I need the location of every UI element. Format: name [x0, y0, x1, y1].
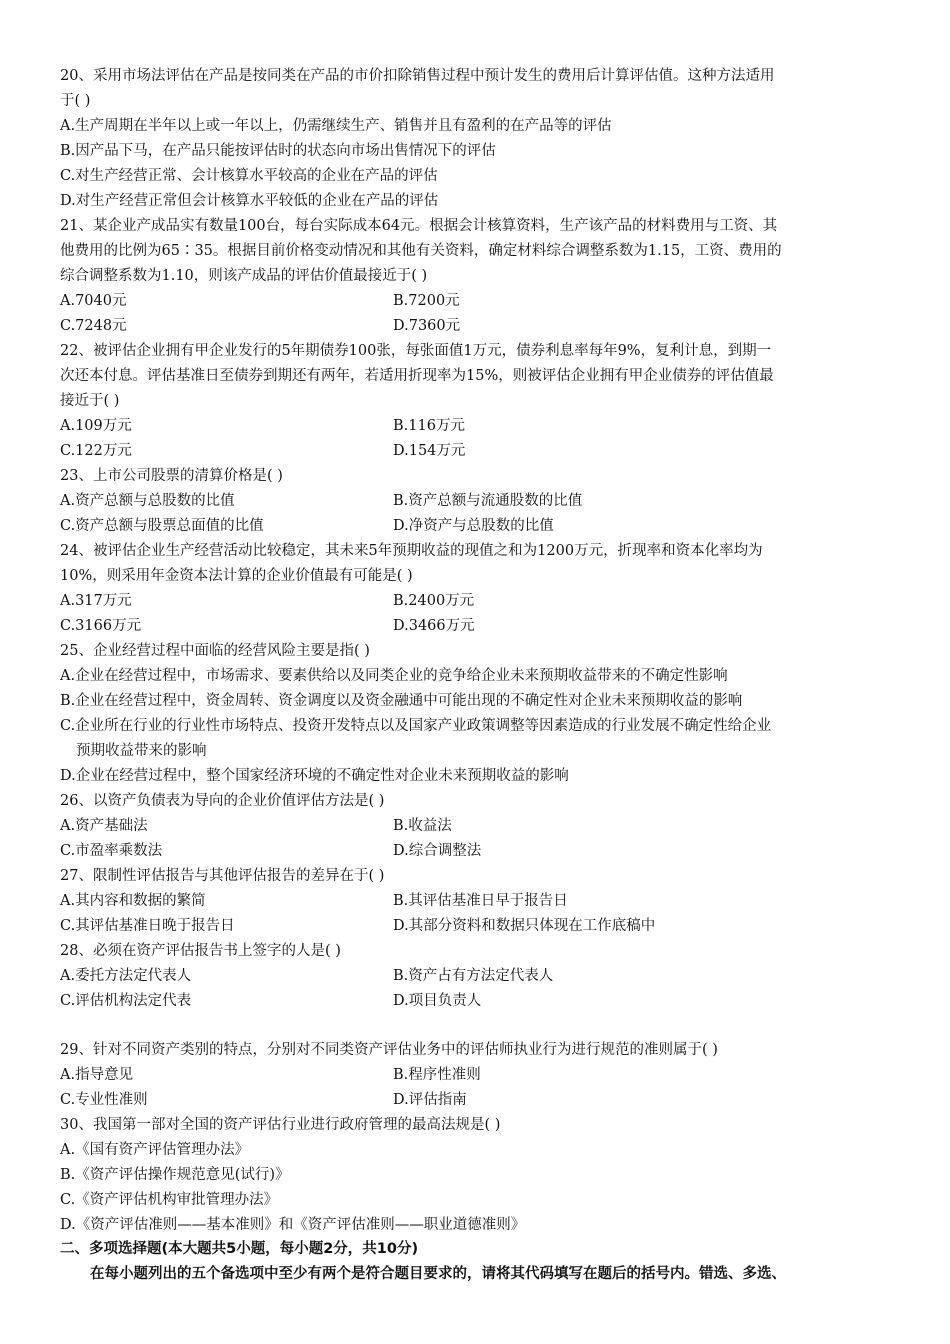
q24-stem-line1: 24、被评估企业生产经营活动比较稳定，其未来5年预期收益的现值之和为1200万元，折现率和资本化率均为 [60, 543, 763, 559]
q20-option-d: D.对生产经营正常但会计核算水平较低的企业在产品的评估 [60, 193, 439, 209]
q29-stem: 29、针对不同资产类别的特点，分别对不同类资产评估业务中的评估师执业行为进行规范的准则属于( ) [60, 1042, 718, 1058]
section2-instruction: 在每小题列出的五个备选项中至少有两个是符合题目要求的，请将其代码填写在题后的括号内。错选、多选、 [90, 1266, 786, 1282]
q25-option-c-line1: C.企业所在行业的行业性市场特点、投资开发特点以及国家产业政策调整等因素造成的行业发展不确定性给企业 [60, 718, 772, 734]
q24-option-d: D.3466万元 [393, 618, 475, 634]
q30-option-a: A.《国有资产评估管理办法》 [60, 1142, 250, 1158]
q29-option-d: D.评估指南 [393, 1092, 467, 1108]
q22-option-d: D.154万元 [393, 443, 466, 459]
q25-option-b: B.企业在经营过程中，资金周转、资金调度以及资金融通中可能出现的不确定性对企业未来预期收益的影响 [60, 693, 743, 709]
q25-option-d: D.企业在经营过程中，整个国家经济环境的不确定性对企业未来预期收益的影响 [60, 768, 569, 784]
q24-stem-line2: 10%，则采用年金资本法计算的企业价值最有可能是( ) [60, 568, 413, 584]
q27-option-b: B.其评估基准日早于报告日 [393, 893, 568, 909]
q29-option-c: C.专业性准则 [60, 1092, 148, 1108]
q25-option-a: A.企业在经营过程中，市场需求、要素供给以及同类企业的竞争给企业未来预期收益带来的不确定性影响 [60, 668, 728, 684]
q20-option-c: C.对生产经营正常、会计核算水平较高的企业在产品的评估 [60, 168, 438, 184]
q21-stem-line1: 21、某企业产成品实有数量100台，每台实际成本64元。根据会计核算资料，生产该产品的材料费用与工资、其 [60, 218, 778, 234]
q21-option-b: B.7200元 [393, 293, 460, 309]
q30-stem: 30、我国第一部对全国的资产评估行业进行政府管理的最高法规是( ) [60, 1117, 501, 1133]
q22-stem-line2: 次还本付息。评估基准日至债券到期还有两年，若适用折现率为15%，则被评估企业拥有甲企业债券的评估值最 [60, 368, 774, 384]
q25-option-c-line2: 预期收益带来的影响 [76, 743, 207, 759]
q22-option-a: A.109万元 [60, 418, 132, 434]
q26-option-a: A.资产基础法 [60, 818, 148, 834]
q30-option-b: B.《资产评估操作规范意见(试行)》 [60, 1167, 290, 1183]
q29-option-b: B.程序性准则 [393, 1067, 481, 1083]
q28-option-b: B.资产占有方法定代表人 [393, 968, 554, 984]
q28-option-c: C.评估机构法定代表 [60, 993, 192, 1009]
q27-option-d: D.其部分资料和数据只体现在工作底稿中 [393, 918, 656, 934]
q21-option-c: C.7248元 [60, 318, 127, 334]
q22-option-c: C.122万元 [60, 443, 132, 459]
q20-stem-line1: 20、采用市场法评估在产品是按同类在产品的市价扣除销售过程中预计发生的费用后计算评估值。这种方法适用 [60, 68, 775, 84]
q27-stem: 27、限制性评估报告与其他评估报告的差异在于( ) [60, 868, 385, 884]
q24-option-c: C.3166万元 [60, 618, 142, 634]
q25-stem: 25、企业经营过程中面临的经营风险主要是指( ) [60, 643, 370, 659]
q20-option-a: A.生产周期在半年以上或一年以上，仍需继续生产、销售并且有盈利的在产品等的评估 [60, 118, 612, 134]
q22-option-b: B.116万元 [393, 418, 465, 434]
q21-option-a: A.7040元 [60, 293, 127, 309]
q26-option-c: C.市盈率乘数法 [60, 843, 163, 859]
q22-stem-line3: 接近于( ) [60, 393, 120, 409]
q21-stem-line2: 他费用的比例为65∶35。根据目前价格变动情况和其他有关资料，确定材料综合调整系数为1.15，工资、费用的 [60, 243, 782, 259]
q29-option-a: A.指导意见 [60, 1067, 134, 1083]
q21-option-d: D.7360元 [393, 318, 461, 334]
q21-stem-line3: 综合调整系数为1.10，则该产成品的评估价值最接近于( ) [60, 268, 428, 284]
q28-option-d: D.项目负责人 [393, 993, 482, 1009]
q26-option-b: B.收益法 [393, 818, 452, 834]
q26-option-d: D.综合调整法 [393, 843, 482, 859]
q27-option-a: A.其内容和数据的繁简 [60, 893, 206, 909]
q23-option-b: B.资产总额与流通股数的比值 [393, 493, 583, 509]
q23-option-a: A.资产总额与总股数的比值 [60, 493, 235, 509]
q28-option-a: A.委托方法定代表人 [60, 968, 192, 984]
q23-stem: 23、上市公司股票的清算价格是( ) [60, 468, 283, 484]
q24-option-a: A.317万元 [60, 593, 132, 609]
q28-stem: 28、必须在资产评估报告书上签字的人是( ) [60, 943, 341, 959]
q20-stem-line2: 于( ) [60, 93, 91, 109]
section2-heading: 二、多项选择题(本大题共5小题，每小题2分，共10分) [60, 1241, 419, 1257]
q30-option-d: D.《资产评估准则——基本准则》和《资产评估准则——职业道德准则》 [60, 1217, 526, 1233]
q30-option-c: C.《资产评估机构审批管理办法》 [60, 1192, 279, 1208]
q23-option-c: C.资产总额与股票总面值的比值 [60, 518, 264, 534]
q24-option-b: B.2400万元 [393, 593, 475, 609]
q20-option-b: B.因产品下马，在产品只能按评估时的状态向市场出售情况下的评估 [60, 143, 496, 159]
q26-stem: 26、以资产负债表为导向的企业价值评估方法是( ) [60, 793, 385, 809]
q22-stem-line1: 22、被评估企业拥有甲企业发行的5年期债券100张，每张面值1万元，债券利息率每年9%，复利计息，到期一 [60, 343, 772, 359]
q27-option-c: C.其评估基准日晚于报告日 [60, 918, 235, 934]
q23-option-d: D.净资产与总股数的比值 [393, 518, 554, 534]
